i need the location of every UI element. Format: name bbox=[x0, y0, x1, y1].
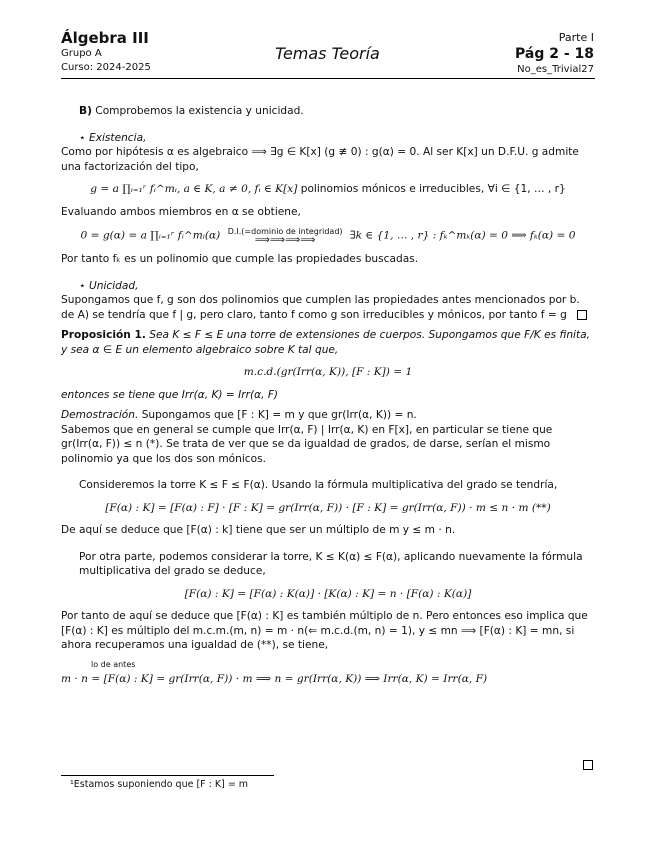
unicidad-paragraph bbox=[61, 293, 595, 322]
proposition-text: Sea K ≤ F ≤ E una torre de extensiones de cuerpos. Supongamos que F/K es finita, y sea α ∈ E un elemento algebraico sobre K tal que, bbox=[61, 329, 591, 356]
b-heading-label: B) bbox=[79, 105, 92, 117]
existencia-eq2-left: 0 = g(α) = a ∏ᵢ₌₁ʳ fᵢ^mᵢ(α) bbox=[80, 229, 221, 242]
demo-text-1: Supongamos que [F : K] = m y que gr(Irr(α, K)) = n. bbox=[141, 409, 417, 421]
footnote: ¹Estamos suponiendo que [F : K] = m bbox=[70, 779, 249, 790]
demo-label: Demostración. bbox=[61, 409, 139, 421]
implication-arrow: D.I.(=dominio de integridad) ⟹⟹⟹⟹ bbox=[227, 227, 343, 246]
demo-paragraph-3: Consideremos la torre K ≤ F ≤ F(α). Usando la fórmula multiplicativa del grado se tendría, bbox=[79, 479, 558, 491]
footnote-rule bbox=[61, 775, 274, 776]
unicidad-text: Supongamos que f, g son dos polinomios que cumplen las propiedades antes mencionados por b. de A) se tendría que f | g, pero claro, tanto f como g son irreducibles y mónicos, por tanto f = g bbox=[61, 294, 580, 321]
header-rule bbox=[61, 78, 595, 79]
demo-paragraph-5: Por otra parte, podemos considerar la torre, K ≤ K(α) ≤ F(α), aplicando nuevamente la fórmula multiplicativa del grado se deduce, bbox=[79, 550, 583, 577]
header-right bbox=[515, 30, 594, 77]
qed-square-icon bbox=[577, 310, 587, 320]
year-label: Curso: 2024-2025 bbox=[61, 62, 151, 73]
arrow-label: D.I.(=dominio de integridad) bbox=[227, 227, 343, 236]
demo-paragraph-1 bbox=[61, 408, 595, 423]
author-label: No_es_Trivial27 bbox=[517, 64, 594, 75]
proof-end-icon bbox=[583, 754, 593, 773]
proposition-conclusion: entonces se tiene que Irr(α, K) = Irr(α, F) bbox=[61, 388, 279, 401]
existencia-eq1-right: polinomios mónicos e irreducibles, ∀i ∈ {1, … , r} bbox=[300, 183, 566, 195]
b-heading-text: Comprobemos la existencia y unicidad. bbox=[95, 105, 304, 117]
existencia-eq2-right: ∃k ∈ {1, … , r} : fₖ^mₖ(α) = 0 ⟹ fₖ(α) = 0 bbox=[349, 229, 576, 242]
existencia-paragraph-2: Evaluando ambos miembros en α se obtiene, bbox=[61, 205, 301, 218]
group-label: Grupo A bbox=[61, 48, 102, 59]
unicidad-label: ⋆ Unicidad, bbox=[79, 279, 139, 292]
demo-paragraph-2: Sabemos que en general se cumple que Irr(α, F) | Irr(α, K) en F[x], en particular se tiene que gr(Irr(α, F)) ≤ n (*). Se trata de ver que se da igualdad de grados, de darse, serían el mismo polinomio ya que los dos son mónicos. bbox=[61, 423, 553, 465]
proposition-equation: m.c.d.(gr(Irr(α, K)), [F : K]) = 1 bbox=[243, 366, 413, 378]
demo-equation-3-block bbox=[61, 657, 595, 687]
existencia-equation-1 bbox=[61, 182, 595, 197]
course-title: Álgebra III bbox=[61, 29, 149, 47]
existencia-paragraph-1: Como por hipótesis α es algebraico ⟹ ∃g ∈ K[x] (g ≢ 0) : g(α) = 0. Al ser K[x] un D.F.U. g admite una factorización del tipo, bbox=[61, 146, 579, 173]
demo-paragraph-4: De aquí se deduce que [F(α) : k] tiene que ser un múltiplo de m y ≤ m · n. bbox=[61, 524, 456, 536]
demo-equation-3: m · n = [F(α) : K] = gr(Irr(α, F)) · m ⟹ n = gr(Irr(α, K)) ⟹ Irr(α, K) = Irr(α, F) bbox=[61, 673, 488, 685]
proposition-label: Proposición 1. bbox=[61, 329, 146, 341]
demo-equation-1: [F(α) : K] = [F(α) : F] · [F : K] = gr(Irr(α, F)) · [F : K] = gr(Irr(α, F)) · m ≤ n · m (**) bbox=[105, 501, 551, 514]
existencia-label: ⋆ Existencia, bbox=[79, 131, 147, 144]
demo-paragraph-6: Por tanto de aquí se deduce que [F(α) : K] es también múltiplo de n. Pero entonces eso implica que [F(α) : K] es múltiplo del m.c.m.(m, n) = m · n(⇐ m.c.d.(m, n) = 1), y ≤ mn ⟹ [F(α) : K] = mn, si ahora recuperamos una igualdad de (**), se tiene, bbox=[61, 610, 588, 651]
document-title: Temas Teoría bbox=[275, 44, 380, 63]
page-number: Pág 2 - 18 bbox=[514, 46, 594, 62]
existencia-paragraph-3: Por tanto fₖ es un polinomio que cumple las propiedades buscadas. bbox=[61, 253, 419, 265]
existencia-eq1-left: g = a ∏ᵢ₌₁ʳ fᵢ^mᵢ, a ∈ K, a ≠ 0, fᵢ ∈ K[x] bbox=[90, 183, 298, 195]
existencia-equation-2 bbox=[61, 227, 595, 244]
proposition bbox=[61, 328, 595, 357]
document-body bbox=[61, 104, 595, 695]
part-label: Parte I bbox=[558, 31, 594, 44]
eq3-label: lo de antes bbox=[91, 659, 136, 669]
demo-equation-2: [F(α) : K] = [F(α) : K(α)] · [K(α) : K] = n · [F(α) : K(α)] bbox=[184, 587, 472, 600]
